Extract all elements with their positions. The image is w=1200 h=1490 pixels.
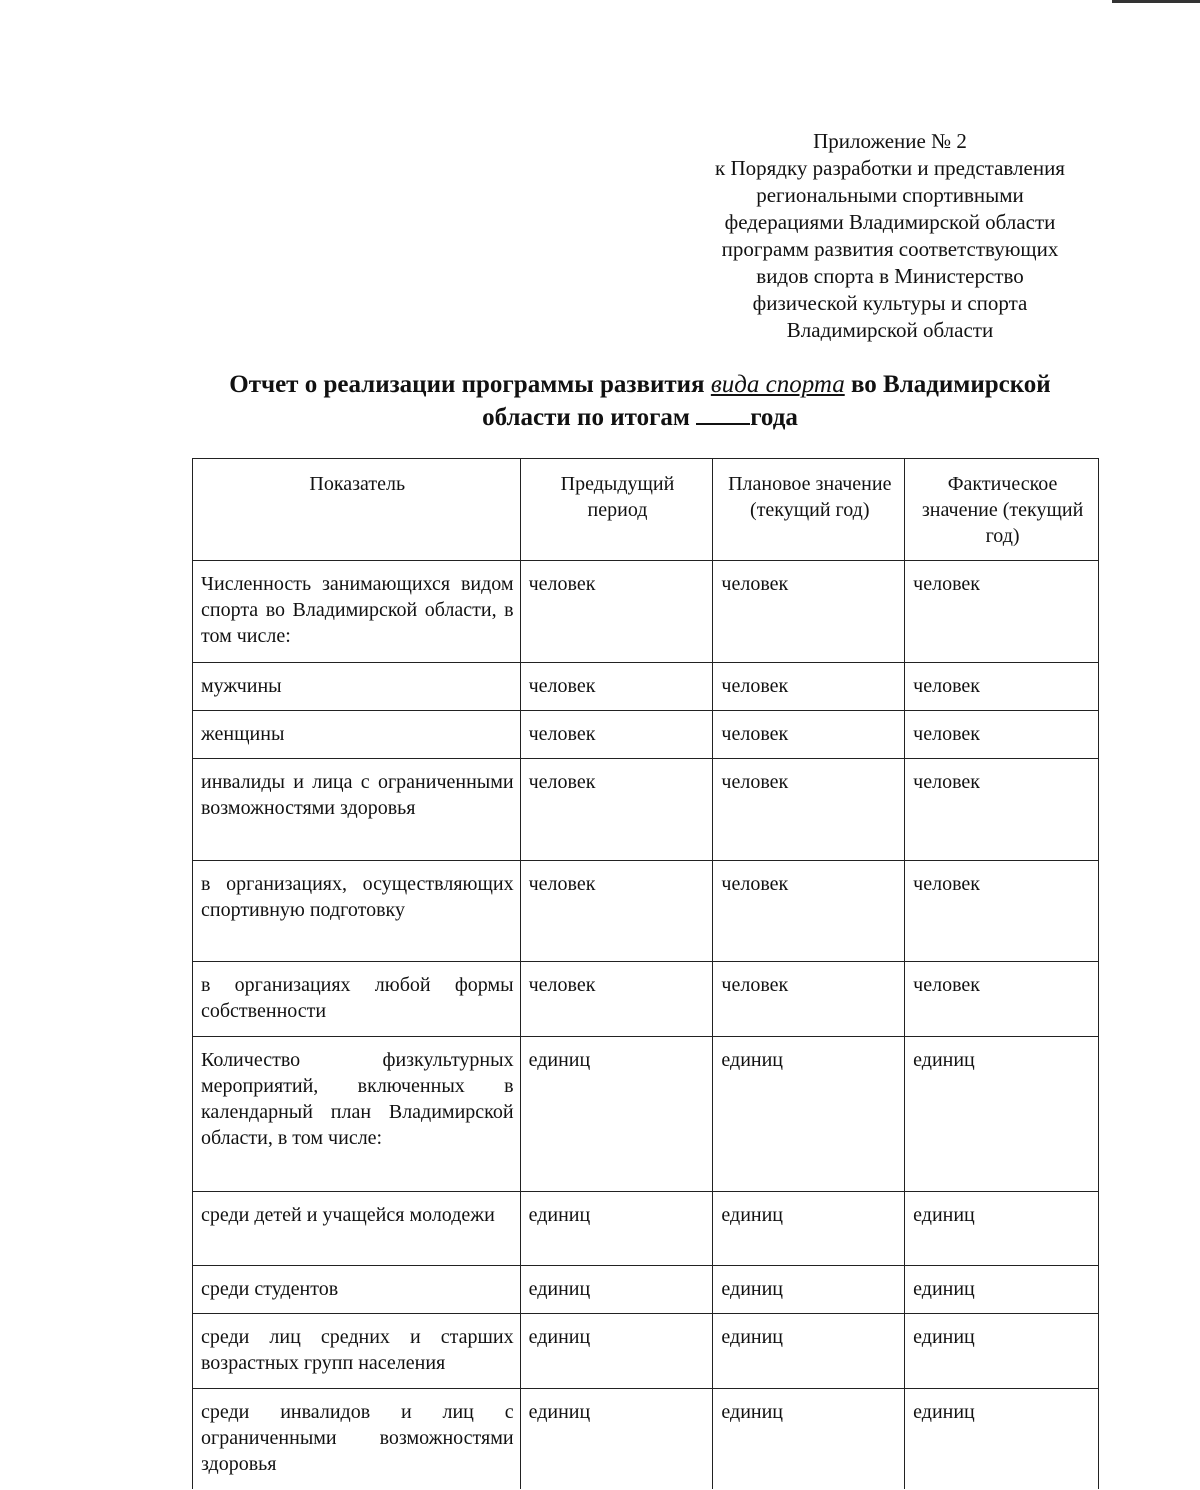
row-prev: человек	[520, 759, 713, 861]
row-plan: единиц	[713, 1192, 905, 1266]
row-plan: человек	[713, 759, 905, 861]
header-actual-value: Фактическое значение (текущий год)	[905, 459, 1099, 561]
row-prev: единиц	[520, 1266, 713, 1314]
report-title	[160, 368, 1120, 434]
table-row	[193, 1314, 1099, 1389]
table-row	[193, 1192, 1099, 1266]
row-label: среди инвалидов и лиц с ограниченными возможностями здоровья	[193, 1389, 521, 1489]
appendix-line: Владимирской области	[786, 318, 994, 342]
row-fact: человек	[905, 861, 1099, 962]
year-blank	[696, 401, 750, 425]
row-plan: человек	[713, 711, 905, 759]
row-prev: человек	[520, 561, 713, 663]
row-fact: человек	[905, 663, 1099, 711]
row-label: Численность занимающихся видом спорта во Владимирской области, в том числе:	[193, 561, 521, 663]
appendix-line: федерациями Владимирской области	[724, 210, 1056, 234]
title-line2-start: области по итогам	[482, 404, 697, 431]
appendix-line: Приложение № 2	[813, 129, 967, 153]
appendix-line: региональными спортивными	[756, 183, 1024, 207]
appendix-line: к Порядку разработки и представления	[715, 156, 1065, 180]
row-label: среди студентов	[193, 1266, 521, 1314]
row-plan: единиц	[713, 1037, 905, 1192]
header-planned-value: Плановое значение (текущий год)	[713, 459, 905, 561]
row-prev: человек	[520, 861, 713, 962]
table-row	[193, 962, 1099, 1037]
table-row	[193, 861, 1099, 962]
row-prev: единиц	[520, 1314, 713, 1389]
row-plan: человек	[713, 962, 905, 1037]
table-row	[193, 1266, 1099, 1314]
report-title-line-1	[160, 368, 1120, 401]
header-previous-period: Предыдущий период	[520, 459, 713, 561]
row-plan: единиц	[713, 1389, 905, 1489]
appendix-line: программ развития соответствующих	[721, 237, 1059, 261]
row-label: инвалиды и лица с ограниченными возможностями здоровья	[193, 759, 521, 861]
report-table	[192, 458, 1099, 1489]
row-prev: единиц	[520, 1192, 713, 1266]
title-line2-end: года	[750, 404, 798, 431]
row-label: мужчины	[193, 663, 521, 711]
table-row	[193, 663, 1099, 711]
table-row	[193, 561, 1099, 663]
table-row	[193, 711, 1099, 759]
title-sport-type: вида спорта	[710, 371, 845, 398]
row-plan: человек	[713, 561, 905, 663]
table-row	[193, 1037, 1099, 1192]
row-fact: человек	[905, 561, 1099, 663]
row-label: в организациях, осуществляющих спортивную подготовку	[193, 861, 521, 962]
scan-edge-mark	[1112, 0, 1200, 9]
row-fact: человек	[905, 711, 1099, 759]
title-part-2: во Владимирской	[844, 371, 1051, 398]
row-fact: единиц	[905, 1037, 1099, 1192]
row-fact: человек	[905, 962, 1099, 1037]
row-plan: человек	[713, 861, 905, 962]
table-header-row	[193, 459, 1099, 561]
row-fact: единиц	[905, 1266, 1099, 1314]
row-fact: единиц	[905, 1314, 1099, 1389]
row-label: среди детей и учащейся молодежи	[193, 1192, 521, 1266]
row-label: женщины	[193, 711, 521, 759]
row-prev: человек	[520, 711, 713, 759]
row-prev: единиц	[520, 1389, 713, 1489]
appendix-line: видов спорта в Министерство	[756, 264, 1024, 288]
row-fact: единиц	[905, 1192, 1099, 1266]
row-prev: человек	[520, 663, 713, 711]
table-row	[193, 1389, 1099, 1489]
table-row	[193, 759, 1099, 861]
row-plan: человек	[713, 663, 905, 711]
row-label: в организациях любой формы собственности	[193, 962, 521, 1037]
row-plan: единиц	[713, 1314, 905, 1389]
header-indicator: Показатель	[193, 459, 521, 561]
row-label: Количество физкультурных мероприятий, включенных в календарный план Владимирской области, в том числе:	[193, 1037, 521, 1192]
row-prev: человек	[520, 962, 713, 1037]
row-prev: единиц	[520, 1037, 713, 1192]
row-label: среди лиц средних и старших возрастных групп населения	[193, 1314, 521, 1389]
row-plan: единиц	[713, 1266, 905, 1314]
appendix-line: физической культуры и спорта	[752, 291, 1028, 315]
row-fact: человек	[905, 759, 1099, 861]
title-part-1: Отчет о реализации программы развития	[229, 371, 711, 398]
appendix-heading	[670, 128, 1110, 344]
report-title-line-2	[160, 401, 1120, 434]
row-fact: единиц	[905, 1389, 1099, 1489]
